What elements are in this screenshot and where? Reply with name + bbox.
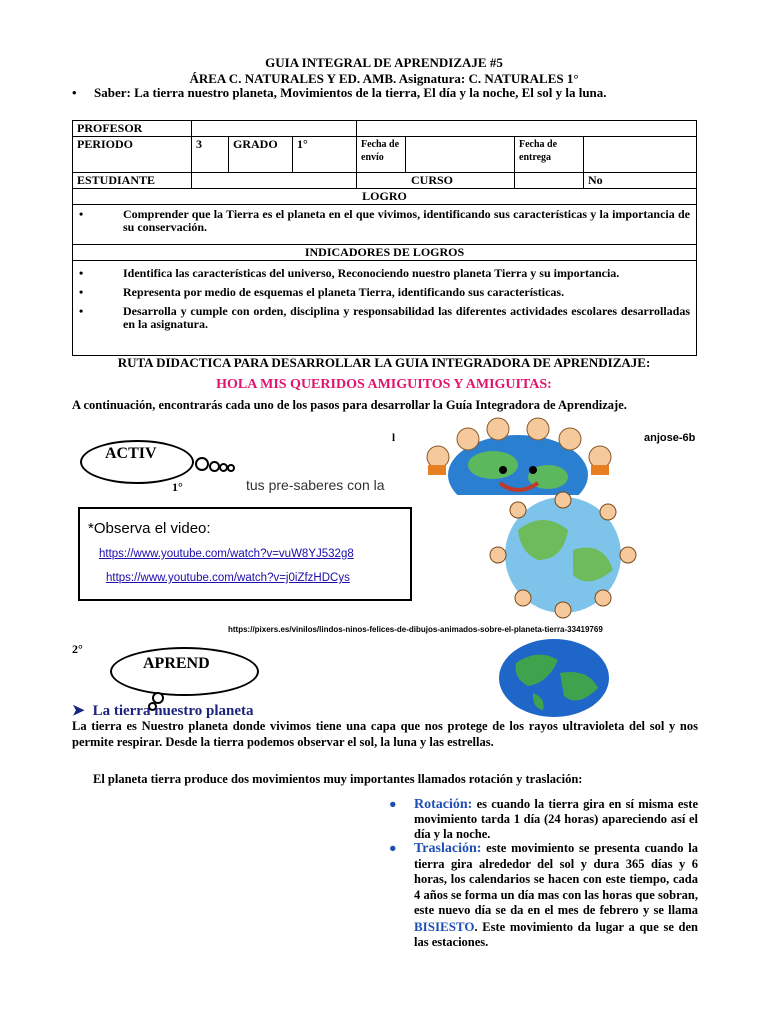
- profesor-extra: [357, 121, 697, 137]
- indicador-2-text: Representa por medio de esquemas el planeta Tierra, identificando sus características.: [123, 285, 565, 299]
- earth-paragraph: La tierra es Nuestro planeta donde vivimos tiene una capa que nos protege de los rayos ultravioleta del sol y nos permite respirar. Desde la tierra podemos observar el sol, la luna y las estrellas.: [72, 719, 698, 749]
- fecha-entrega-text: Fecha de entrega: [519, 139, 558, 163]
- fragment-right: anjose-6b: [644, 432, 696, 444]
- presaberes-text: tus pre-saberes con la: [246, 477, 385, 493]
- video-title: *Observa el video:: [88, 520, 211, 537]
- no-text: No: [588, 173, 603, 187]
- guide-title: GUIA INTEGRAL DE APRENDIZAJE #5: [265, 55, 503, 70]
- estudiante-label: ESTUDIANTE: [73, 173, 192, 189]
- indicadores-cell: [73, 261, 697, 356]
- translation-item: [389, 841, 698, 951]
- periodo-label: PERIODO: [73, 137, 192, 173]
- intro-text: A continuación, encontrarás cada uno de los pasos para desarrollar la Guía Integradora de Aprendizaje.: [72, 398, 627, 412]
- kids-around-globe-image: [448, 490, 678, 620]
- translation-text-2: . Este movimiento da lugar a que se den las estaciones.: [414, 919, 698, 949]
- info-table: [72, 120, 697, 356]
- greeting: HOLA MIS QUERIDOS AMIGUITOS Y AMIGUITAS:: [216, 377, 552, 392]
- learn-cloud-text: APREND: [143, 655, 210, 672]
- indicador-3: [123, 305, 690, 331]
- indicador-2: [123, 286, 690, 299]
- translation-text-1: este movimiento se presenta cuando la tierra gira alrededor del sol y dura 365 días y 6 horas, los calendarios se hacen con este tiempo, cada 4 años se forma un día mas con las horas que sobran, este nuevo día se da en el mes de febrero y se llama: [414, 841, 698, 917]
- rotation-label: Rotación:: [414, 797, 473, 812]
- grado-label: GRADO: [229, 137, 293, 173]
- indicadores-heading: INDICADORES DE LOGROS: [73, 245, 697, 261]
- bullet-icon: ●: [389, 841, 397, 855]
- fragment-left: l: [392, 432, 396, 444]
- step-1-number: 1°: [172, 480, 183, 494]
- step-2-number: 2°: [72, 642, 83, 656]
- indicador-1-text: Identifica las características del universo, Reconociendo nuestro planeta Tierra y su importancia.: [123, 266, 620, 280]
- video-link-2[interactable]: https://www.youtube.com/watch?v=j0iZfzHDCys: [106, 572, 350, 584]
- bullet-icon: ●: [389, 797, 397, 811]
- thought-bubble: [195, 457, 209, 471]
- profesor-label: PROFESOR: [73, 121, 192, 137]
- estudiante-field[interactable]: [192, 173, 357, 189]
- happy-earth-kids-image: [398, 415, 638, 495]
- logro-text: Comprender que la Tierra es el planeta en el que vivimos, identificando sus características y la importancia de su conservación.: [123, 207, 690, 234]
- periodo-value: 3: [192, 137, 229, 173]
- thought-bubble: [227, 464, 235, 472]
- profesor-field[interactable]: [192, 121, 357, 137]
- rotation-item: [389, 797, 698, 842]
- fecha-envio-label: [357, 137, 406, 173]
- video-link-1[interactable]: https://www.youtube.com/watch?v=vuW8YJ532g8: [99, 548, 354, 560]
- translation-label: Traslación:: [414, 841, 482, 856]
- area-subject: ÁREA C. NATURALES Y ED. AMB. Asignatura: C. NATURALES 1°: [189, 71, 579, 86]
- activity-cloud-text: ACTIV: [105, 445, 157, 462]
- ruta-heading: RUTA DIDACTICA PARA DESARROLLAR LA GUIA INTEGRADORA DE APRENDIZAJE:: [117, 355, 651, 370]
- no-label: [584, 173, 697, 189]
- bisiesto-word: BISIESTO: [414, 918, 475, 934]
- movements-intro: El planeta tierra produce dos movimientos muy importantes llamados rotación y traslación:: [93, 772, 583, 786]
- image-source: https://pixers.es/vinilos/lindos-ninos-felices-de-dibujos-animados-sobre-el-planeta-tierra-33419769: [228, 625, 603, 634]
- curso-field[interactable]: [515, 173, 584, 189]
- grado-value: 1°: [293, 137, 357, 173]
- fecha-envio-field[interactable]: [406, 137, 515, 173]
- logro-cell: [73, 205, 697, 245]
- indicador-3-text: Desarrolla y cumple con orden, disciplina y responsabilidad las diferentes actividades escolares desarrolladas en la asignatura.: [123, 304, 690, 331]
- arrow-icon: ➤: [72, 703, 85, 719]
- saber-text: Saber: La tierra nuestro planeta, Movimientos de la tierra, El día y la noche, El sol y la luna.: [94, 85, 607, 100]
- rotation-text: es cuando la tierra gira en sí misma este movimiento tarda 1 día (24 horas) apareciendo así el día y la noche.: [414, 797, 698, 841]
- earth-globe-image: [498, 638, 610, 718]
- fecha-entrega-label: [515, 137, 584, 173]
- saber-line: [94, 85, 714, 101]
- curso-label: [357, 173, 515, 189]
- curso-text: CURSO: [411, 173, 454, 187]
- logro-heading: LOGRO: [73, 189, 697, 205]
- indicador-1: [123, 267, 690, 280]
- fecha-envio-text: Fecha de envío: [361, 139, 400, 163]
- heading-earth-text: La tierra nuestro planeta: [92, 703, 254, 719]
- fecha-entrega-field[interactable]: [584, 137, 697, 173]
